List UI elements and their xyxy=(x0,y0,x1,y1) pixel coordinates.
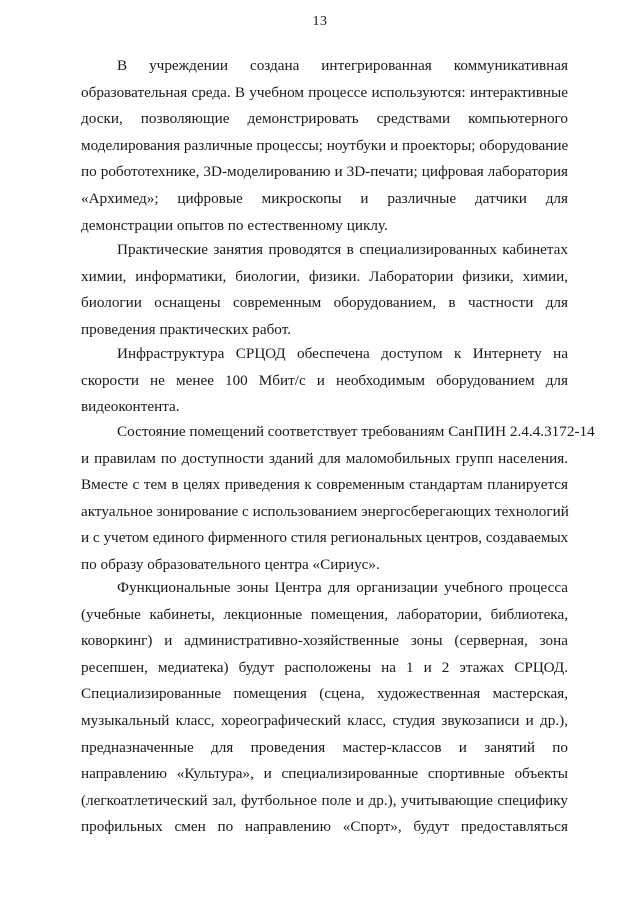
paragraph-line: образовательная среда. В учебном процессе используются: интерактивные xyxy=(81,83,568,101)
paragraph-line: (учебные кабинеты, лекционные помещения, лаборатории, библиотека, xyxy=(81,605,568,623)
paragraph-line: (легкоатлетический зал, футбольное поле и др.), учитывающие специфику xyxy=(81,791,568,809)
paragraph-line: проведения практических работ. xyxy=(81,320,291,338)
paragraph-line: биологии оснащены современным оборудованием, в частности для xyxy=(81,294,568,312)
paragraph-line: демонстрации опытов по естественному циклу. xyxy=(81,216,388,234)
paragraph-line: ресепшен, медиатека) будут расположены на 1 и 2 этажах СРЦОД. xyxy=(81,658,568,676)
page-number: 13 xyxy=(312,14,328,29)
paragraph-line: по образу образовательного центра «Сириус». xyxy=(81,555,380,573)
paragraph-3 xyxy=(81,341,568,421)
paragraph-line: моделирования различные процессы; ноутбуки и проекторы; оборудование xyxy=(81,136,569,154)
paragraph-line: Функциональные зоны Центра для организации учебного процесса xyxy=(117,579,568,596)
paragraph-5 xyxy=(81,575,568,841)
paragraph-line: профильных смен по направлению «Спорт», будут предоставляться xyxy=(81,818,568,836)
paragraph-line: Состояние помещений соответствует требованиям СанПИН 2.4.4.3172-14 xyxy=(117,423,595,440)
paragraph-line: доски, позволяющие демонстрировать средствами компьютерного xyxy=(81,110,568,128)
paragraph-line: химии, информатики, биологии, физики. Лаборатории физики, химии, xyxy=(81,267,568,285)
paragraph-line: скорости не менее 100 Мбит/с и необходимым оборудованием для xyxy=(81,371,568,389)
paragraph-1 xyxy=(81,53,568,239)
paragraph-line: музыкальный класс, хореографический класс, студия звукозаписи и др.), xyxy=(81,711,568,729)
paragraph-line: и правилам по доступности зданий для маломобильных групп населения. xyxy=(81,449,568,467)
paragraph-2 xyxy=(81,237,568,343)
paragraph-4 xyxy=(81,419,595,579)
paragraph-line: предназначенные для проведения мастер-классов и занятий по xyxy=(81,738,568,756)
paragraph-line: по робототехнике, 3D-моделированию и 3D-печати; цифровая лаборатория xyxy=(81,163,568,181)
paragraph-line: направлению «Культура», и специализированные спортивные объекты xyxy=(81,765,568,783)
paragraph-line: и с учетом единого фирменного стиля региональных центров, создаваемых xyxy=(81,529,569,547)
paragraph-line: актуальное зонирование с использованием энергосберегающих технологий xyxy=(81,502,569,520)
paragraph-line: «Архимед»; цифровые микроскопы и различные датчики для xyxy=(81,189,568,207)
paragraph-line: видеоконтента. xyxy=(81,398,180,416)
paragraph-line: Практические занятия проводятся в специализированных кабинетах xyxy=(117,241,568,258)
paragraph-line: коворкинг) и административно-хозяйственные зоны (серверная, зона xyxy=(81,632,568,650)
paragraph-line: Инфраструктура СРЦОД обеспечена доступом к Интернету на xyxy=(117,345,568,362)
paragraph-line: Вместе с тем в целях приведения к современным стандартам планируется xyxy=(81,476,568,494)
paragraph-line: В учреждении создана интегрированная коммуникативная xyxy=(117,57,568,74)
paragraph-line: Специализированные помещения (сцена, художественная мастерская, xyxy=(81,685,568,703)
